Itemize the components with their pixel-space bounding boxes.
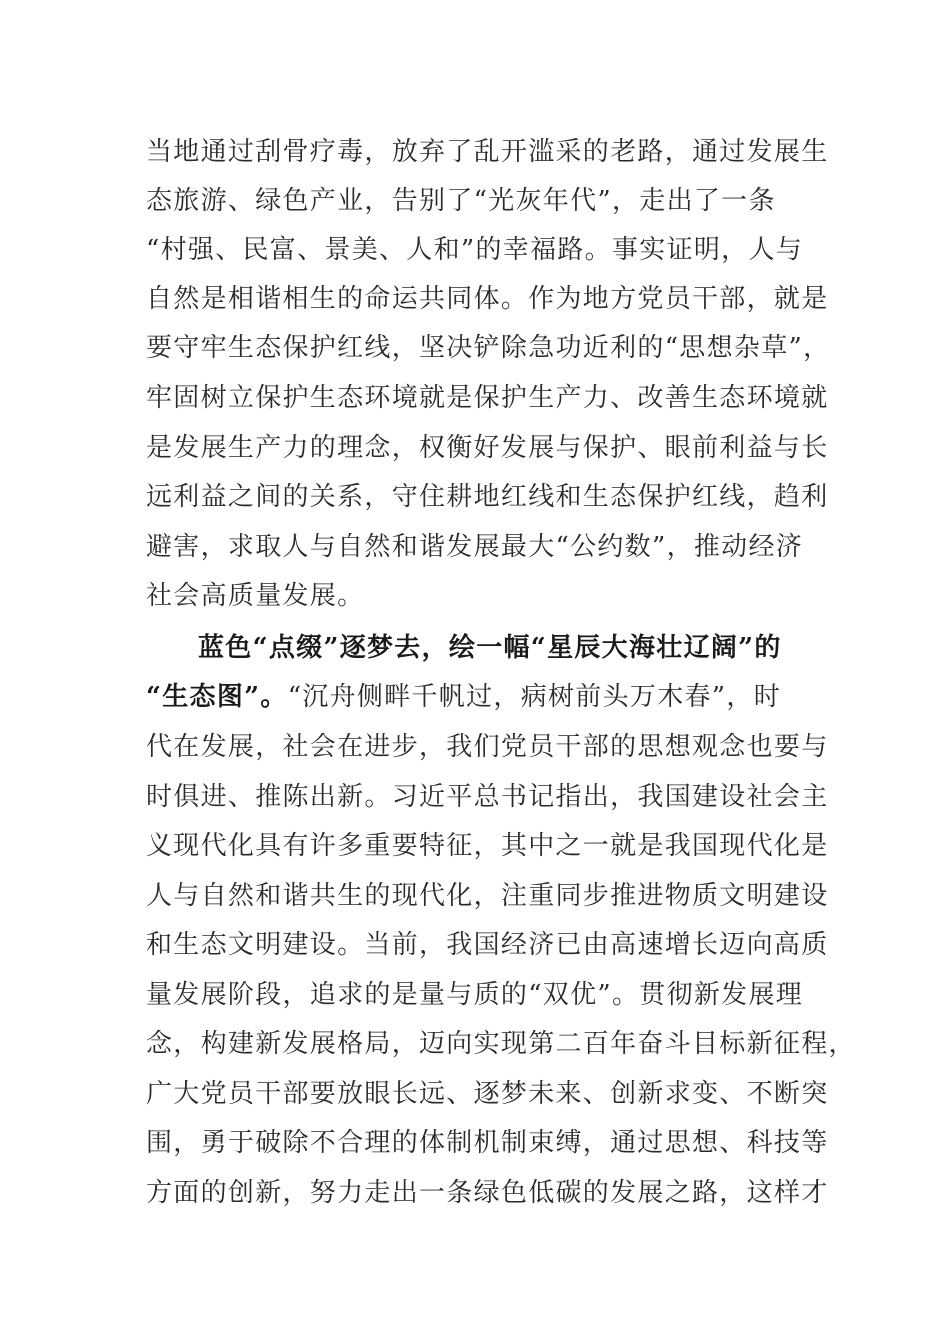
body-text-line: 是发展生产力的理念，权衡好发展与保护、眼前利益与长 <box>146 433 829 463</box>
body-text-line: 代在发展，社会在进步，我们党员干部的思想观念也要与 <box>146 732 829 762</box>
section-heading-continued: “生态图”。 <box>146 682 288 712</box>
body-text-line: 要守牢生态保护红线，坚决铲除急功近利的“思想杂草”， <box>146 333 831 363</box>
body-text-line: 义现代化具有许多重要特征，其中之一就是我国现代化是 <box>146 831 829 861</box>
body-text-line: 围，勇于破除不合理的体制机制束缚，通过思想、科技等 <box>146 1128 829 1158</box>
body-text-line: 社会高质量发展。 <box>146 581 365 611</box>
body-text-line <box>146 672 806 722</box>
body-text-line: “村强、民富、景美、人和”的幸福路。事实证明，人与 <box>146 235 804 265</box>
body-text-line: 人与自然和谐共生的现代化，注重同步推进物质文明建设 <box>146 881 829 911</box>
body-text-line: 量发展阶段，追求的是量与质的“双优”。贯彻新发展理 <box>146 980 804 1010</box>
body-text-line: 念，构建新发展格局，迈向实现第二百年奋斗目标新征程， <box>146 1029 856 1059</box>
body-text-line: 和生态文明建设。当前，我国经济已由高速增长迈向高质 <box>146 930 829 960</box>
body-text-fragment: “沉舟侧畔千帆过，病树前头万木春”，时 <box>287 682 782 712</box>
body-text-line: 牢固树立保护生态环境就是保护生产力、改善生态环境就 <box>146 383 829 413</box>
body-text-line: 自然是相谐相生的命运共同体。作为地方党员干部，就是 <box>146 284 829 314</box>
body-text-line: 广大党员干部要放眼长远、逐梦未来、创新求变、不断突 <box>146 1079 829 1109</box>
body-text-line: 态旅游、绿色产业，告别了“光灰年代”，走出了一条 <box>146 186 776 216</box>
body-text-line: 当地通过刮骨疗毒，放弃了乱开滥采的老路，通过发展生 <box>146 137 829 167</box>
section-heading-text: 蓝色“点缀”逐梦去，绘一幅“星辰大海壮辽阔”的 <box>198 633 782 663</box>
body-text-line: 方面的创新，努力走出一条绿色低碳的发展之路，这样才 <box>146 1178 829 1208</box>
section-heading <box>198 623 806 673</box>
body-text-line: 避害，求取人与自然和谐发展最大“公约数”，推动经济 <box>146 532 804 562</box>
body-text-line: 时俱进、推陈出新。习近平总书记指出，我国建设社会主 <box>146 782 829 812</box>
body-text-line: 远利益之间的关系，守住耕地红线和生态保护红线，趋利 <box>146 482 829 512</box>
